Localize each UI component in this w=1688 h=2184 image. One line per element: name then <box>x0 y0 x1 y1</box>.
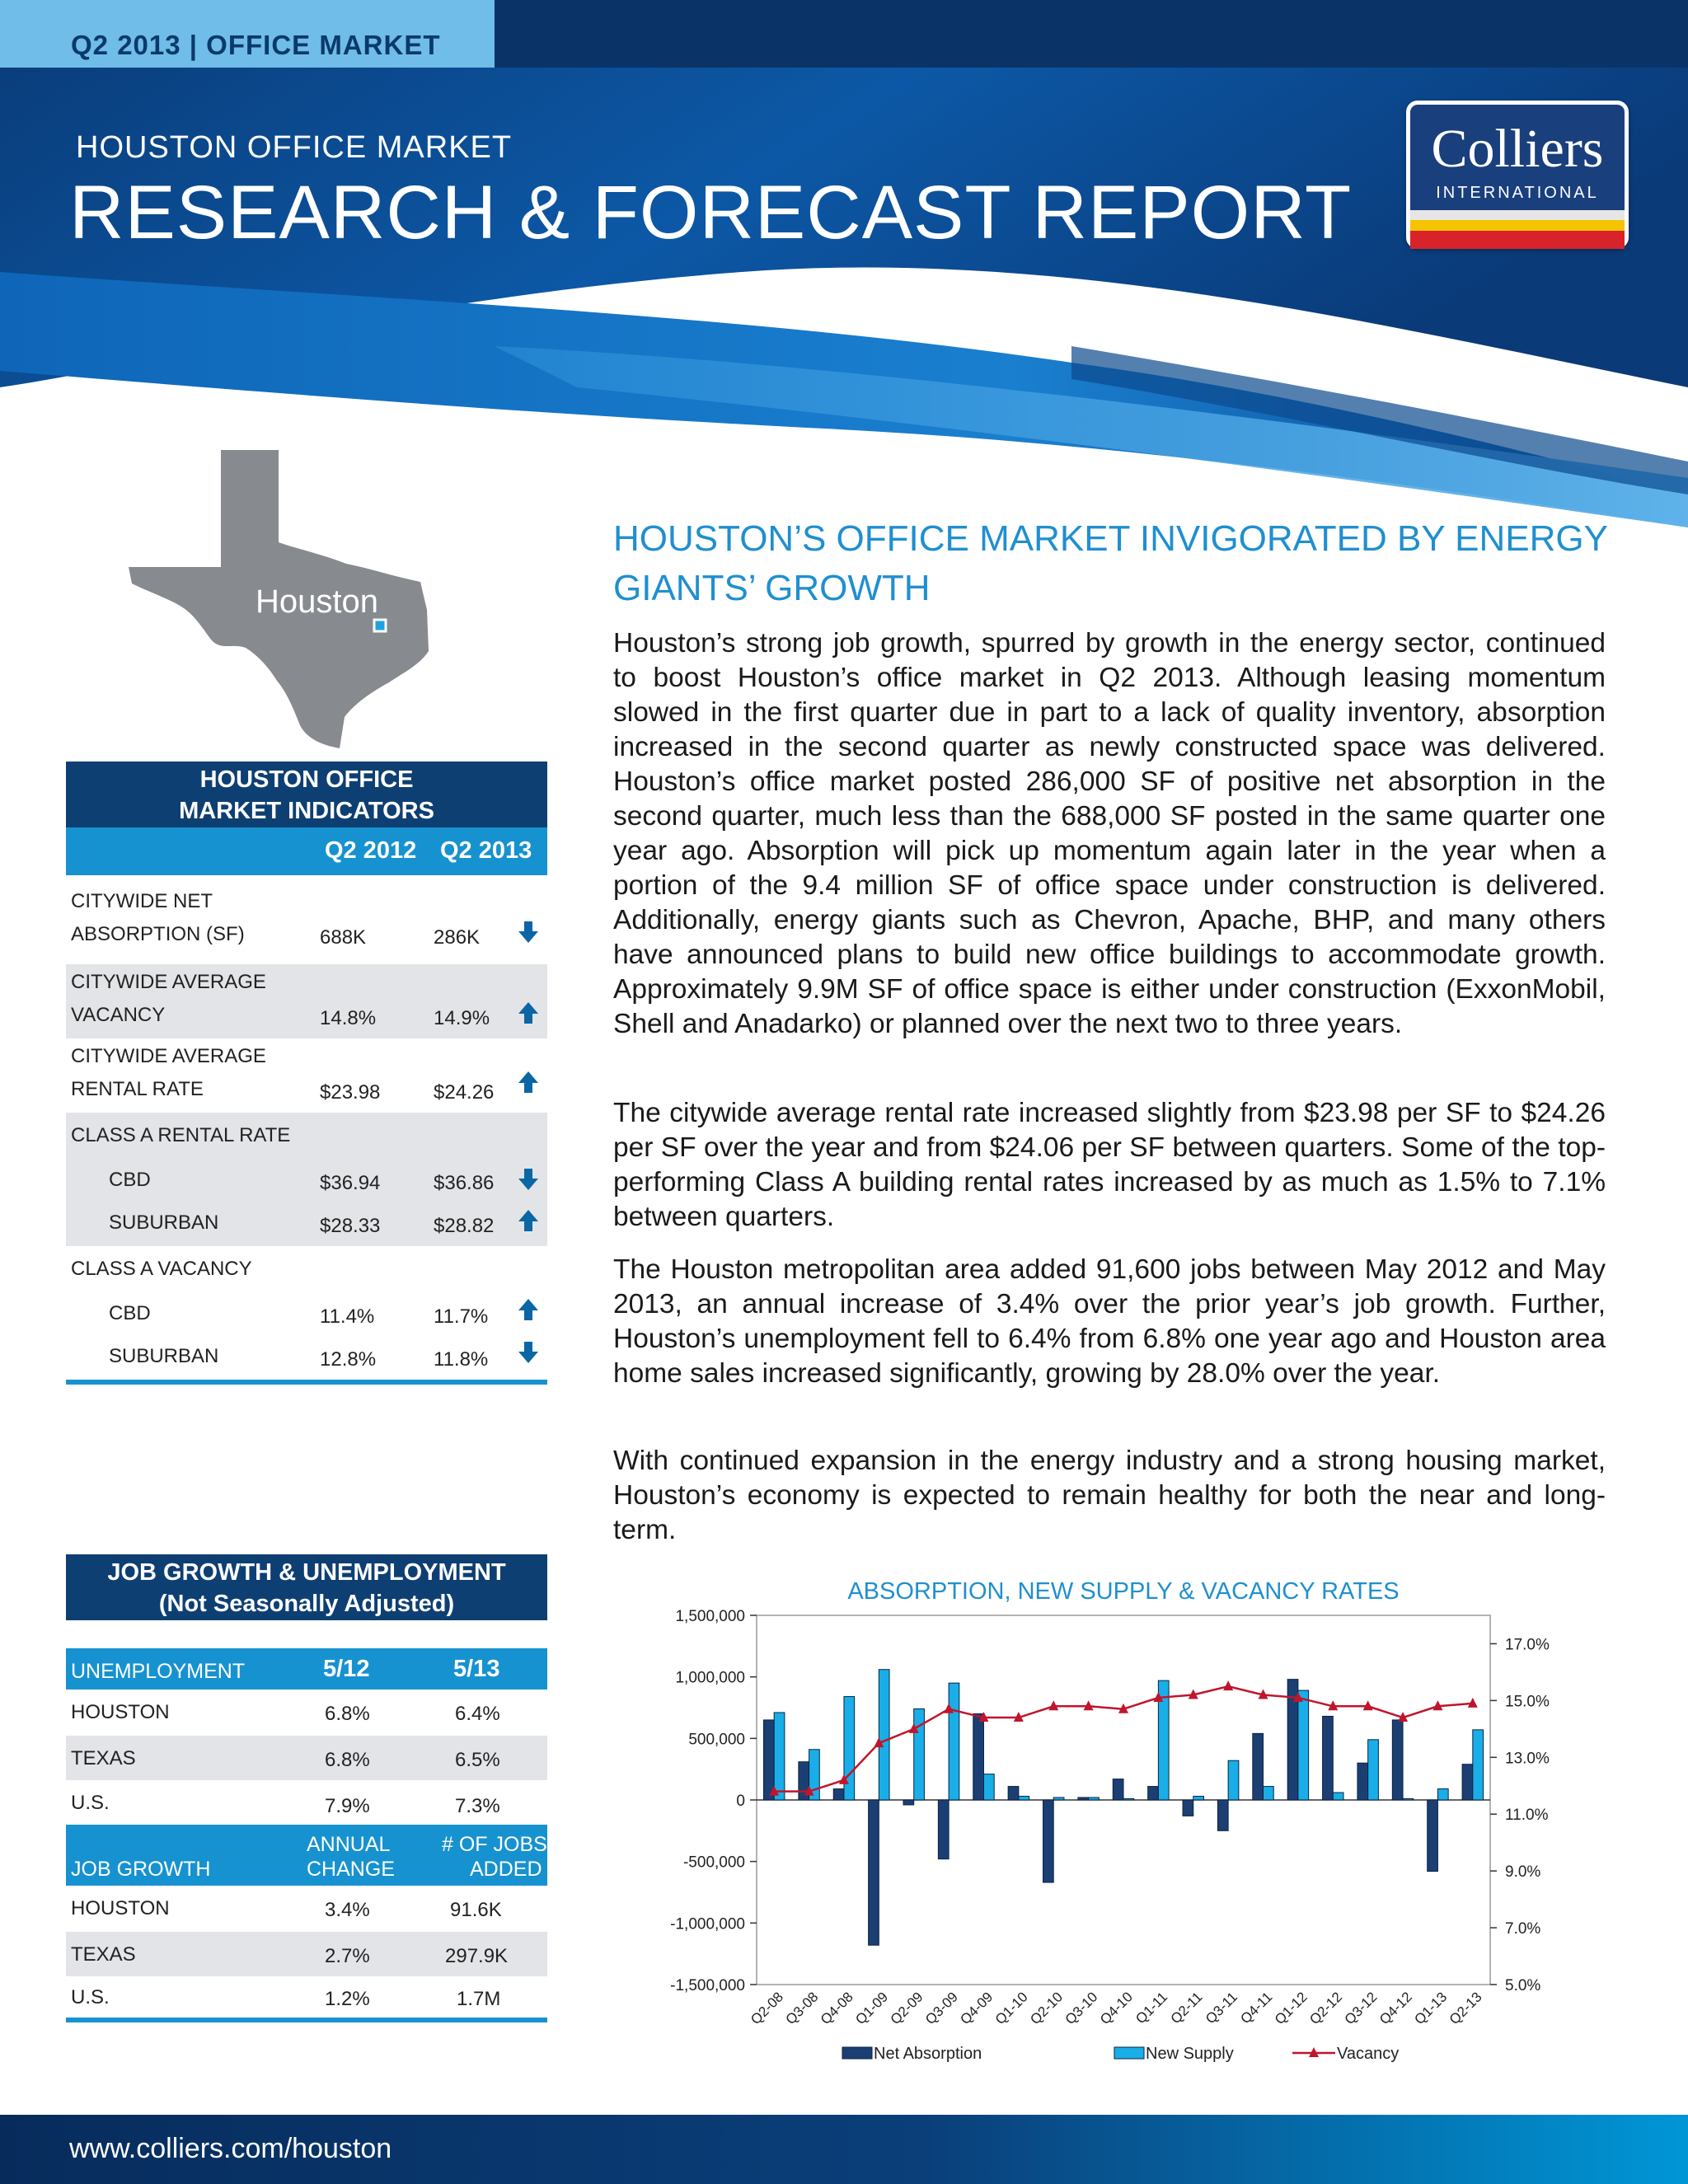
row-rental-rate <box>66 1038 547 1113</box>
jobs-title <box>66 1554 547 1620</box>
bar-net-absorption <box>1148 1787 1159 1800</box>
arrow-up-icon <box>516 1208 541 1233</box>
houston-marker <box>374 620 386 631</box>
article-title-line1: HOUSTON’S OFFICE MARKET INVIGORATED BY ENERGY <box>613 518 1608 559</box>
article-title-line2: GIANTS’ GROWTH <box>613 568 931 608</box>
table-bottom-rule <box>66 2018 547 2022</box>
arrow-up-icon <box>516 1297 541 1322</box>
unemp-row-us <box>66 1780 547 1825</box>
x-category-label: Q2-08 <box>748 1989 787 2028</box>
x-category-label: Q3-12 <box>1341 1989 1381 2028</box>
row-vacancy <box>66 964 547 1038</box>
value-q2-2012: $36.94 <box>320 1172 381 1194</box>
value-q2-2013: 11.8% <box>434 1348 489 1371</box>
row-class-a-rental <box>66 1113 547 1246</box>
bar-new-supply <box>1264 1787 1274 1800</box>
x-category-label: Q2-13 <box>1446 1989 1485 2028</box>
y-right-tick-label: 17.0% <box>1505 1636 1550 1654</box>
absorption-supply-vacancy-chart <box>610 1566 1550 2077</box>
x-category-label: Q4-09 <box>957 1989 996 2028</box>
value-q2-2013: $36.86 <box>434 1172 495 1194</box>
row-label: TEXAS <box>71 1747 136 1769</box>
x-category-label: Q2-09 <box>887 1989 926 2028</box>
value-q2-2013: 14.9% <box>434 1007 490 1029</box>
arrow-down-icon <box>516 920 541 944</box>
value-q2-2013: $24.26 <box>434 1081 495 1104</box>
bar-new-supply <box>1403 1799 1414 1800</box>
job-growth-table <box>66 1554 547 2022</box>
colliers-logo <box>1406 101 1629 249</box>
value-q2-2012: 14.8% <box>320 1007 377 1029</box>
indicators-title <box>66 762 547 827</box>
arrow-up-icon <box>516 1070 541 1094</box>
vacancy-point <box>1468 1698 1478 1708</box>
x-category-label: Q4-10 <box>1096 1989 1136 2028</box>
bar-net-absorption <box>1253 1733 1264 1800</box>
bar-new-supply <box>1298 1690 1309 1800</box>
bar-net-absorption <box>1323 1716 1334 1800</box>
x-category-label: Q4-08 <box>817 1989 856 2028</box>
bar-net-absorption <box>1008 1787 1019 1800</box>
article-paragraph-2: The citywide average rental rate increased slightly from $23.98 per SF to $24.26 per SF over the year and from $24.06 per SF between quarters. Some of the top-performing Class A building rental rates increased by as much as 1.5% to 7.1% between quarters. <box>613 1098 1606 1232</box>
value-5-12: 6.8% <box>325 1703 370 1725</box>
x-category-label: Q4-12 <box>1376 1989 1415 2028</box>
legend-label: Net Absorption <box>874 2045 982 2063</box>
vacancy-point <box>1223 1680 1233 1690</box>
row-label: CITYWIDE AVERAGE <box>71 1045 266 1067</box>
job-growth-label: JOB GROWTH <box>71 1858 211 1881</box>
footer-url[interactable]: www.colliers.com/houston <box>69 2133 392 2164</box>
value-annual-change: 2.7% <box>325 1945 370 1967</box>
value-jobs-added: 1.7M <box>457 1988 501 2010</box>
bar-new-supply <box>1193 1797 1204 1800</box>
job-growth-header <box>66 1825 547 1886</box>
row-label: CITYWIDE NET <box>71 890 213 912</box>
bar-new-supply <box>774 1713 785 1800</box>
arrow-down-icon <box>516 1340 541 1365</box>
y-left-tick-label: 1,000,000 <box>675 1669 745 1687</box>
legend-swatch <box>1114 2047 1144 2059</box>
growth-row-us <box>66 1976 547 2018</box>
bar-net-absorption <box>1043 1800 1054 1882</box>
bar-new-supply <box>1333 1793 1343 1800</box>
y-left-tick-label: 500,000 <box>688 1731 745 1749</box>
y-right-tick-label: 9.0% <box>1505 1863 1541 1882</box>
bar-net-absorption <box>903 1800 914 1805</box>
y-right-tick-label: 11.0% <box>1505 1807 1549 1825</box>
value-q2-2012: 11.4% <box>320 1305 375 1328</box>
jobs-title-line2: (Not Seasonally Adjusted) <box>158 1591 455 1617</box>
row-label: CITYWIDE AVERAGE <box>71 971 266 993</box>
value-5-13: 7.3% <box>455 1795 500 1817</box>
col-annual-change-line1: ANNUAL <box>307 1833 391 1856</box>
quarter-tag-text: Q2 2013 | OFFICE MARKET <box>71 30 441 60</box>
y-right-tick-label: 15.0% <box>1505 1693 1550 1711</box>
value-5-12: 7.9% <box>325 1795 370 1817</box>
arrow-down-icon <box>516 1167 541 1192</box>
col-jobs-added-line2: ADDED <box>470 1858 542 1881</box>
bar-new-supply <box>844 1697 855 1800</box>
chart-title: ABSORPTION, NEW SUPPLY & VACANCY RATES <box>847 1578 1400 1605</box>
logo-name: Colliers <box>1431 119 1604 179</box>
y-right-tick-label: 13.0% <box>1505 1750 1550 1768</box>
row-label: VACANCY <box>71 1004 166 1026</box>
bar-net-absorption <box>1392 1720 1403 1800</box>
row-label: CLASS A RENTAL RATE <box>71 1124 291 1146</box>
row-label-cbd: CBD <box>109 1169 151 1191</box>
header-subtitle: HOUSTON OFFICE MARKET <box>76 130 513 165</box>
unemployment-label: UNEMPLOYMENT <box>71 1660 246 1683</box>
article-paragraph-4: With continued expansion in the energy industry and a strong housing market, Houston’s economy is expected to remain healthy for both the near and long-term. <box>613 1446 1606 1545</box>
map-label-houston: Houston <box>256 583 378 620</box>
growth-row-houston <box>66 1886 547 1932</box>
y-left-tick-label: -1,000,000 <box>670 1915 745 1933</box>
row-label-suburban: SUBURBAN <box>109 1345 219 1367</box>
indicators-title-line2: MARKET INDICATORS <box>179 798 434 824</box>
value-5-13: 6.4% <box>455 1703 500 1725</box>
bar-net-absorption <box>1462 1765 1473 1800</box>
bar-new-supply <box>1228 1760 1239 1800</box>
quarter-tab <box>0 0 495 68</box>
row-class-a-vacancy <box>66 1246 547 1380</box>
row-label: CLASS A VACANCY <box>71 1258 252 1280</box>
col-5-13: 5/13 <box>453 1656 500 1682</box>
value-5-12: 6.8% <box>325 1749 370 1771</box>
col-q2-2013: Q2 2013 <box>440 837 532 864</box>
growth-row-texas <box>66 1932 547 1976</box>
value-q2-2012: 12.8% <box>320 1348 377 1371</box>
chart-legend <box>842 2045 1399 2063</box>
bar-new-supply <box>1368 1740 1379 1800</box>
row-label: U.S. <box>71 1792 110 1814</box>
col-5-12: 5/12 <box>323 1656 370 1682</box>
value-q2-2013: $28.82 <box>434 1215 495 1237</box>
x-category-label: Q2-11 <box>1167 1989 1206 2027</box>
bar-net-absorption <box>1183 1800 1193 1816</box>
logo-stripe-yellow <box>1410 220 1625 231</box>
bar-net-absorption <box>1217 1800 1228 1830</box>
table-bottom-rule <box>66 1380 547 1385</box>
y-left-tick-label: 0 <box>736 1793 745 1810</box>
value-q2-2012: $23.98 <box>320 1081 381 1104</box>
report-title: RESEARCH & FORECAST REPORT <box>69 171 1353 255</box>
value-5-13: 6.5% <box>455 1749 500 1771</box>
y-right-tick-label: 7.0% <box>1505 1920 1541 1938</box>
page-footer <box>0 2115 1688 2184</box>
x-category-label: Q2-12 <box>1306 1989 1346 2028</box>
bar-net-absorption <box>833 1789 844 1800</box>
x-category-label: Q3-10 <box>1062 1989 1101 2028</box>
legend-label: Vacancy <box>1337 2045 1400 2063</box>
row-label: HOUSTON <box>71 1701 170 1723</box>
bar-new-supply <box>983 1774 994 1800</box>
arrow-up-icon <box>516 1001 541 1025</box>
row-label: HOUSTON <box>71 1897 170 1919</box>
bar-new-supply <box>1473 1730 1484 1800</box>
bar-new-supply <box>1019 1797 1029 1800</box>
col-q2-2012: Q2 2012 <box>325 837 417 864</box>
x-category-label: Q1-10 <box>992 1989 1031 2028</box>
row-label: ABSORPTION (SF) <box>71 923 245 945</box>
value-q2-2013: 11.7% <box>434 1305 489 1328</box>
legend-label: New Supply <box>1146 2045 1234 2063</box>
bar-net-absorption <box>973 1713 984 1800</box>
unemp-row-houston <box>66 1690 547 1736</box>
article-paragraph-3: The Houston metropolitan area added 91,600 jobs between May 2012 and May 2013, an annual increase of 3.4% over the prior year’s job growth. Further, Houston’s unemployment fell to 6.4% from 6.8% one year ago and Houston area home sales increased significantly, growing by 28.0% over the year. <box>613 1254 1606 1389</box>
col-annual-change-line2: CHANGE <box>307 1858 395 1881</box>
x-category-label: Q3-09 <box>922 1989 961 2028</box>
y-right-tick-label: 5.0% <box>1505 1977 1541 1994</box>
x-category-label: Q2-10 <box>1027 1989 1067 2028</box>
row-label-suburban: SUBURBAN <box>109 1212 219 1234</box>
bar-net-absorption <box>1113 1779 1123 1800</box>
y-left-tick-label: 1,500,000 <box>675 1608 745 1625</box>
bar-new-supply <box>949 1683 959 1800</box>
y-left-tick-label: -1,500,000 <box>670 1977 745 1994</box>
bar-new-supply <box>1437 1789 1448 1800</box>
market-indicators-table <box>66 762 547 1385</box>
legend-swatch <box>842 2047 872 2059</box>
row-label-cbd: CBD <box>109 1302 151 1324</box>
row-net-absorption <box>66 880 547 964</box>
bar-net-absorption <box>1078 1797 1089 1800</box>
x-category-label: Q1-13 <box>1411 1989 1451 2028</box>
bar-net-absorption <box>938 1800 949 1859</box>
bar-new-supply <box>1089 1797 1100 1800</box>
logo-stripe-red <box>1410 231 1625 249</box>
bar-net-absorption <box>763 1720 774 1800</box>
article-paragraph-1: Houston’s strong job growth, spurred by growth in the energy sector, continued to boost Houston’s office market in Q2 2013. Although leasing momentum slowed in the first quarter due in part to a lack of quality inventory, absorption increased in the second quarter as newly constructed space was delivered. Houston’s office market posted 286,000 SF of positive net absorption in the second quarter, much less than the 688,000 SF posted in the same quarter one year ago. Absorption will pick up momentum again later in the year when a portion of the 9.4 million SF of office space under construction is delivered. Additionally, energy giants such as Chevron, Apache, BHP, and many others have announced plans to build new office buildings to accommodate growth. Approximately 9.9M SF of office space is either under construction (ExxonMobil, Shell and Anadarko) or planned over the next two to three years. <box>613 628 1606 1039</box>
y-left-tick-label: -500,000 <box>682 1854 745 1872</box>
col-jobs-added-line1: # OF JOBS <box>442 1833 547 1856</box>
bar-new-supply <box>1053 1797 1064 1800</box>
indicators-title-line1: HOUSTON OFFICE <box>199 766 414 793</box>
chart-axes <box>670 1608 1550 2027</box>
bar-new-supply <box>879 1670 889 1800</box>
logo-stripe-white <box>1410 210 1625 220</box>
bar-new-supply <box>914 1708 925 1800</box>
indicators-column-header <box>66 827 547 875</box>
row-label: U.S. <box>71 1986 110 2008</box>
unemployment-header <box>66 1648 547 1690</box>
x-category-label: Q4-11 <box>1237 1989 1276 2027</box>
bar-net-absorption <box>1428 1800 1438 1872</box>
x-category-label: Q1-11 <box>1132 1989 1171 2027</box>
logo-sub: INTERNATIONAL <box>1436 184 1599 202</box>
row-label: TEXAS <box>71 1943 136 1966</box>
jobs-title-line1: JOB GROWTH & UNEMPLOYMENT <box>107 1559 506 1586</box>
unemp-row-texas <box>66 1736 547 1780</box>
x-category-label: Q3-11 <box>1203 1989 1240 2027</box>
bar-net-absorption <box>869 1800 879 1945</box>
article-title <box>613 514 1608 613</box>
x-category-label: Q1-12 <box>1271 1989 1311 2028</box>
value-jobs-added: 91.6K <box>450 1899 502 1921</box>
value-jobs-added: 297.9K <box>445 1945 509 1967</box>
row-label: RENTAL RATE <box>71 1078 204 1100</box>
value-annual-change: 1.2% <box>325 1988 370 2010</box>
value-q2-2012: 688K <box>320 926 367 949</box>
x-category-label: Q3-08 <box>782 1989 822 2028</box>
x-category-label: Q1-09 <box>852 1989 892 2028</box>
value-q2-2012: $28.33 <box>320 1215 381 1237</box>
value-annual-change: 3.4% <box>325 1899 370 1921</box>
bar-new-supply <box>1123 1799 1134 1800</box>
bar-net-absorption <box>1357 1763 1368 1800</box>
value-q2-2013: 286K <box>434 926 481 949</box>
